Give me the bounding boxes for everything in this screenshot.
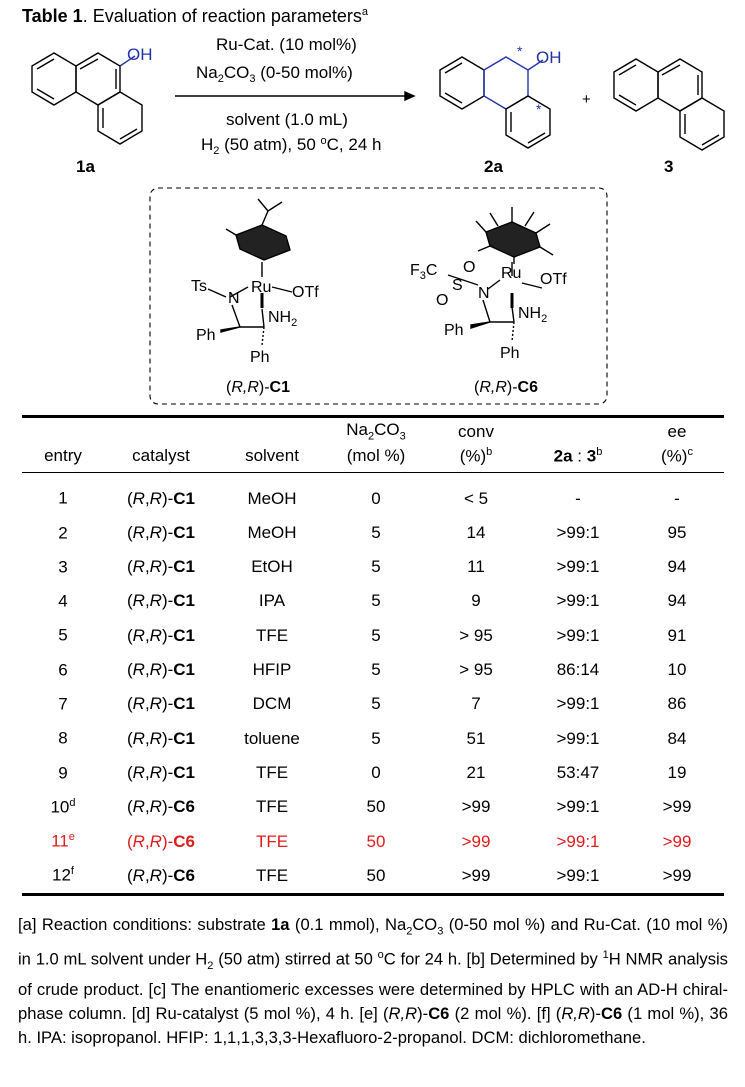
reactant-label-1a: 1a <box>76 157 95 176</box>
cell-ee: 94 <box>667 557 687 577</box>
cell-ee: 19 <box>667 762 687 782</box>
cell-na2co3: 50 <box>366 797 386 817</box>
c6-label: (R,R)-C6 <box>474 379 538 396</box>
c6-n: N <box>478 285 490 302</box>
cell-ratio: >99:1 <box>556 694 600 714</box>
cell-entry: 9 <box>58 763 68 783</box>
cell-ee: 10 <box>667 660 687 680</box>
table-row <box>22 584 724 618</box>
c6-s: S <box>452 277 463 294</box>
product-oh-label: OH <box>536 48 562 67</box>
cell-solvent: HFIP <box>252 660 292 680</box>
cell-entry: 1 <box>58 488 68 508</box>
header-conv: conv (%)$^b$ <box>458 421 494 466</box>
cell-entry: 12$^f$ <box>52 865 74 886</box>
c1-otf: OTf <box>292 284 319 301</box>
table-row <box>22 721 724 755</box>
header-na2co3: $Na_2CO_3$ (mol %) <box>346 420 406 466</box>
cell-conv: >99 <box>461 865 491 885</box>
cell-catalyst: (R,R)-C1 <box>126 522 196 542</box>
cell-na2co3: 5 <box>371 728 381 748</box>
table-header-row <box>22 417 724 473</box>
cell-na2co3: 5 <box>371 660 381 680</box>
cell-catalyst: (R,R)-C1 <box>126 762 196 782</box>
cell-na2co3: 5 <box>371 694 381 714</box>
cell-entry: 4 <box>58 591 68 611</box>
cell-entry: 6 <box>58 660 68 680</box>
cell-catalyst: (R,R)-C6 <box>126 831 196 851</box>
table-row <box>22 653 724 687</box>
header-entry: entry <box>44 446 82 466</box>
condition-solvent: solvent (1.0 mL) <box>226 110 348 129</box>
cell-entry: 3 <box>58 557 68 577</box>
cell-entry: 7 <box>58 694 68 714</box>
cell-catalyst: (R,R)-C1 <box>126 625 196 645</box>
c6-o-1: O <box>463 259 476 276</box>
cell-ratio: >99:1 <box>556 831 600 851</box>
condition-hydrogen: $H_2$ (50 atm), 50 $^o$C, 24 h <box>201 135 382 157</box>
c6-o-2: O <box>436 292 449 309</box>
cell-entry: 8 <box>58 728 68 748</box>
cell-solvent: toluene <box>244 728 300 748</box>
table-row <box>22 756 724 790</box>
cell-catalyst: (R,R)-C6 <box>126 865 196 885</box>
table-row <box>22 619 724 653</box>
cell-catalyst: (R,R)-C1 <box>126 557 196 577</box>
cell-conv: > 95 <box>459 660 493 680</box>
cell-entry: 11e <box>51 831 75 851</box>
cell-solvent: EtOH <box>251 557 293 577</box>
cell-na2co3: 50 <box>366 831 386 851</box>
product-star-2: * <box>536 101 542 117</box>
table-row <box>22 790 724 824</box>
header-ratio: 2a : 3$^b$ <box>553 445 603 466</box>
cell-ratio: >99:1 <box>556 557 600 577</box>
cell-catalyst: (R,R)-C1 <box>126 591 196 611</box>
product-label-2a: 2a <box>484 157 503 176</box>
table-row <box>22 516 724 550</box>
cell-conv: 21 <box>466 762 486 782</box>
cell-catalyst: (R,R)-C1 <box>126 728 196 748</box>
cell-ratio: >99:1 <box>556 865 600 885</box>
cell-solvent: TFE <box>255 762 289 782</box>
cell-ratio: >99:1 <box>556 625 600 645</box>
cell-solvent: TFE <box>255 625 289 645</box>
c1-ph-2: Ph <box>250 349 270 366</box>
cell-conv: >99 <box>461 831 491 851</box>
cell-conv: 11 <box>467 557 485 577</box>
cell-conv: > 95 <box>459 625 493 645</box>
cell-entry: 2 <box>58 523 68 543</box>
c1-n: N <box>228 290 240 307</box>
cell-entry: 5 <box>58 626 68 646</box>
cell-ratio: >99:1 <box>556 728 600 748</box>
condition-catalyst: Ru-Cat. (10 mol%) <box>216 35 357 54</box>
product-star: * <box>517 43 523 59</box>
c1-ph-1: Ph <box>196 327 216 344</box>
header-solvent: solvent <box>245 446 299 466</box>
cell-solvent: TFE <box>255 831 289 851</box>
cell-ee: 95 <box>667 522 687 542</box>
cell-conv: 14 <box>466 522 486 542</box>
table-row <box>22 824 724 858</box>
cell-solvent: TFE <box>255 797 289 817</box>
cell-solvent: MeOH <box>247 488 297 508</box>
catalyst-box <box>150 188 607 404</box>
cell-na2co3: 0 <box>371 488 381 508</box>
cell-ratio: 86:14 <box>556 660 600 680</box>
cell-conv: < 5 <box>463 488 489 508</box>
cell-ee: >99 <box>662 797 692 817</box>
cell-catalyst: (R,R)-C1 <box>126 488 196 508</box>
c6-nh2: $NH_2$ <box>518 305 548 325</box>
cell-entry: 10$^d$ <box>50 796 76 817</box>
cell-na2co3: 50 <box>366 865 386 885</box>
cell-ee: >99 <box>662 831 692 851</box>
cell-ee: 84 <box>667 728 687 748</box>
cell-ee: - <box>674 488 680 508</box>
c1-nh2: $NH_2$ <box>268 309 298 329</box>
cell-catalyst: (R,R)-C1 <box>126 660 196 680</box>
cell-ratio: 53:47 <box>556 762 600 782</box>
c6-f3c: $F_3C$ <box>410 262 438 282</box>
table-label: Table 1 <box>22 6 83 26</box>
table-caption: . Evaluation of reaction parameters <box>82 6 362 26</box>
table-row <box>22 473 724 516</box>
cell-ee: 86 <box>667 694 687 714</box>
cell-catalyst: (R,R)-C6 <box>126 797 196 817</box>
cell-catalyst: (R,R)-C1 <box>126 694 196 714</box>
cell-na2co3: 0 <box>371 762 381 782</box>
cell-conv: 9 <box>471 591 481 611</box>
reaction-scheme <box>0 0 745 415</box>
cell-conv: >99 <box>461 797 491 817</box>
cell-conv: 7 <box>471 694 481 714</box>
c1-ru: Ru <box>251 279 272 296</box>
c1-label: (R,R)-C1 <box>226 379 290 396</box>
cell-ratio: >99:1 <box>556 591 600 611</box>
byproduct-3-structure <box>614 59 724 150</box>
cell-solvent: MeOH <box>247 522 297 542</box>
condition-base: $Na_2CO_3$ (0-50 mol%) <box>196 63 353 85</box>
cell-ee: 94 <box>667 591 687 611</box>
table-caption-footnote-mark: a <box>361 6 368 18</box>
cell-solvent: IPA <box>258 591 286 611</box>
cell-ee: 91 <box>667 625 687 645</box>
table-row <box>22 859 724 895</box>
header-ee: ee (%)$^c$ <box>661 421 693 466</box>
cell-ratio: - <box>575 488 581 508</box>
byproduct-label-3: 3 <box>664 157 674 176</box>
product-2a-structure <box>440 57 550 148</box>
cell-ee: >99 <box>662 865 692 885</box>
cell-na2co3: 5 <box>371 591 381 611</box>
cell-na2co3: 5 <box>371 625 381 645</box>
reactant-1a-structure <box>32 53 142 144</box>
table-footnotes: [a] Reaction conditions: substrate 1a (0.1 mmol), $Na_2CO_3$ (0-50 mol %) and Ru-Cat. (10 mol %) in 1.0 mL solvent under $H_2$ (50 atm) stirred at 50 $^o$C for 24 h. [b] Determined by $^1$H NMR analysis of crude product. [c] The enantiomeric excesses were determined by HPLC with an AD-H chiral-phase column. [d] Ru-catalyst (5 mol %), 4 h. [e] (R,R)-C6 (2 mol %). [f] (R,R)-C6 (1 mol %), 36 h. IPA: isopropanol. HFIP: 1,1,1,3,3,3-Hexafluoro-2-propanol. DCM: dichloromethane. <box>18 915 728 1048</box>
c1-ts: Ts <box>191 278 207 295</box>
c6-ph-2: Ph <box>500 345 520 362</box>
table-row <box>22 550 724 584</box>
c6-ru: Ru <box>501 265 522 282</box>
table-row <box>22 687 724 721</box>
cell-conv: 51 <box>466 728 486 748</box>
cell-solvent: TFE <box>255 865 289 885</box>
cell-na2co3: 5 <box>371 522 381 542</box>
cell-solvent: DCM <box>252 694 292 714</box>
header-catalyst: catalyst <box>132 446 190 466</box>
c6-ph-1: Ph <box>444 322 464 339</box>
cell-na2co3: 5 <box>371 557 381 577</box>
cell-ratio: >99:1 <box>556 797 600 817</box>
c6-otf: OTf <box>540 271 567 288</box>
plus-sign: + <box>582 91 591 108</box>
reactant-oh-label: OH <box>127 45 153 64</box>
cell-ratio: >99:1 <box>556 522 600 542</box>
results-table <box>22 415 724 896</box>
